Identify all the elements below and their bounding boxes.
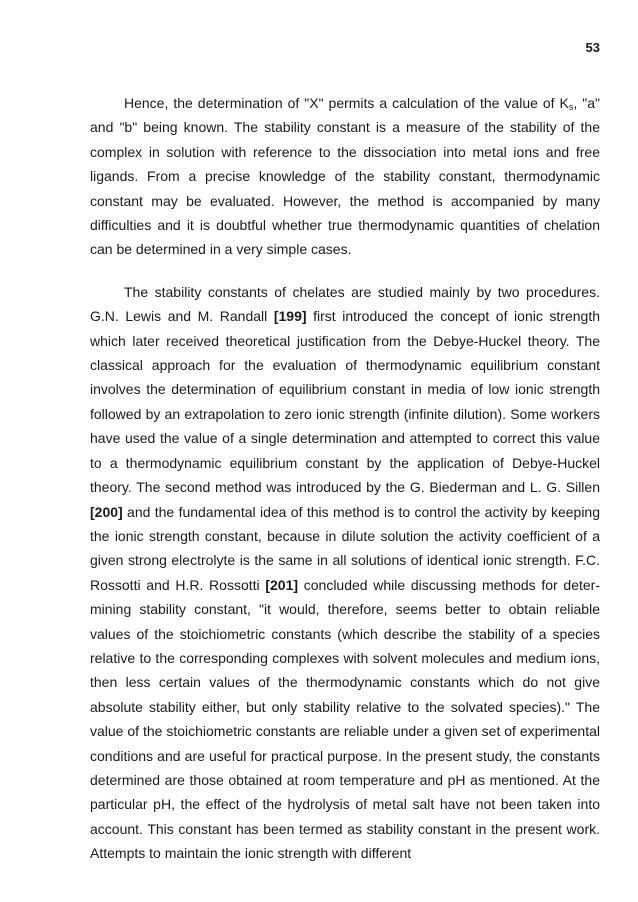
text-segment: The stability constants of chelates are studied mainly by two procedures. G.N. Lewis and M. Randall [90, 283, 600, 325]
text-segment: and the fundamental idea of this method is to control the activity by keeping the ionic strength constant, because in dilute solution the activity coefficient of a given strong electrolyte is the same in all solutions of identical ionic strength. F.C. Rossotti and H.R. Rossotti [90, 503, 600, 593]
citation-201: [201] [265, 576, 299, 593]
subscript-s: s [568, 102, 574, 112]
paragraph-1 [90, 91, 600, 262]
text-segment: first introduced the concept of ionic strength which later received theoretical justification from the Debye-Huckel theory. The classical approach for the evaluation of thermodynamic equilibrium constant involves the determination of equilibrium constant in media of low ionic strength followed by an extrapolation to zero ionic strength (infinite dilution). Some workers have used the value of a single determination and attempted to correct this value to a thermodynamic equilibrium constant by the application of Debye-Huckel theory. The second method was introduced by the G. Biederman and L. G. Sillen [90, 308, 601, 496]
text-segment: , "a" and "b" being known. The stability constant is a measure of the stability of the complex in solution with reference to the dissociation into metal ions and free ligands. From a precise knowledge of the stability constant, thermodynamic constant may be evaluated. However, the method is accompanied by many difficulties and it is doubtful whether true thermodynamic quantities of chelation can be determined in a very simple cases. [90, 95, 600, 258]
citation-199: [199] [273, 308, 307, 325]
body-text [90, 91, 600, 866]
text-segment: Hence, the determination of "X" permits a calculation of the value of K [124, 95, 569, 111]
text-segment: concluded while discussing methods for deter-mining stability constant, "it would, therefore, seems better to obtain reliable values of the stoichiometric constants (which describe the stability of a species relative to the corresponding complexes with solvent molecules and medium ions, then less certain values of the thermodynamic constants which do not give absolute stability either, but only stability relative to the solvated species)." The value of the stoichiometric constants are reliable under a given set of experimental conditions and are useful for practical purpose. In the present study, the constants determined are those obtained at room temperature and pH as mentioned. At the particular pH, the effect of the hydrolysis of metal salt have not been taken into account. This constant has been termed as stability constant in the present work. Attempts to maintain the ionic strength with different [90, 576, 600, 862]
citation-200: [200] [90, 503, 123, 520]
page-number: 53 [585, 40, 600, 55]
paragraph-2 [90, 280, 600, 866]
